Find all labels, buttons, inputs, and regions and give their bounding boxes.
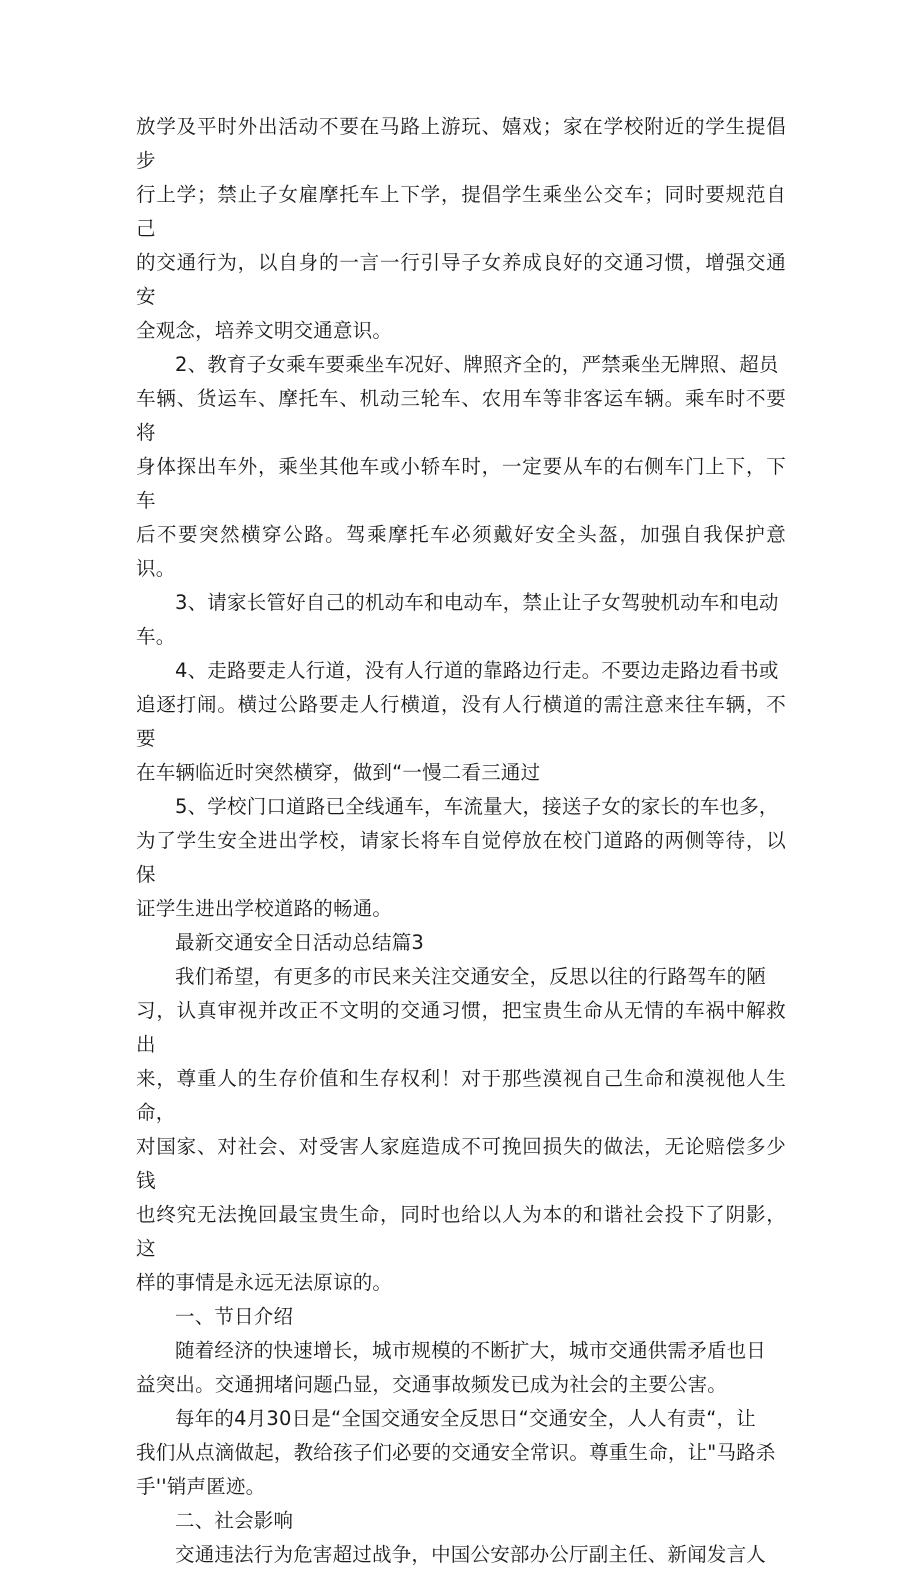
section-heading-1: 最新交通安全日活动总结篇3 — [175, 931, 425, 954]
paragraph-5: 5、学校门口道路已全线通车，车流量大，接送子女的家长的车也多， 为了学生安全进出学校，请家长将车自觉停放在校门道路的两侧等待，以保 证学生进出学校道路的畅通。 — [136, 795, 786, 920]
paragraph-3: 3、请家长管好自己的机动车和电动车，禁止让子女驾驶机动车和电动 车。 — [136, 591, 779, 648]
paragraph-8: 每年的4月30日是“全国交通安全反思日“交通安全，人人有责“，让 我们从点滴做起，教给孩子们必要的交通安全常识。尊重生命，让"马路杀 手''销声匿迹。 — [136, 1407, 776, 1498]
paragraph-2: 2、教育子女乘车要乘坐车况好、牌照齐全的，严禁乘坐无牌照、超员 车辆、货运车、摩托车、机动三轮车、农用车等非客运车辆。乘车时不要将 身体探出车外，乘坐其他车或小轿车时，一定要从车的右侧车门上下，下车 后不要突然横穿公路。驾乘摩托车必须戴好安全头盔，加强自我保护意识。 — [136, 353, 786, 580]
paragraph-4: 4、走路要走人行道，没有人行道的靠路边行走。不要边走路边看书或 追逐打闹。横过公路要走人行横道，没有人行横道的需注意来往车辆，不要 在车辆临近时突然横穿，做到“一慢二看三通过 — [136, 659, 786, 784]
document-body — [136, 110, 786, 1572]
section-heading-2: 一、节日介绍 — [175, 1305, 294, 1328]
section-heading-3: 二、社会影响 — [175, 1509, 294, 1532]
paragraph-1: 放学及平时外出活动不要在马路上游玩、嬉戏；家在学校附近的学生提倡步 行上学；禁止子女雇摩托车上下学，提倡学生乘坐公交车；同时要规范自己 的交通行为，以自身的一言一行引导子女养成良好的交通习惯，增强交通安 全观念，培养文明交通意识。 — [136, 115, 786, 342]
paragraph-6: 我们希望，有更多的市民来关注交通安全，反思以往的行路驾车的陋 习，认真审视并改正不文明的交通习惯，把宝贵生命从无情的车祸中解救出 来，尊重人的生存价值和生存权利！对于那些漠视自己生命和漠视他人生命， 对国家、对社会、对受害人家庭造成不可挽回损失的做法，无论赔偿多少钱 也终究无法挽回最宝贵生命，同时也给以人为本的和谐社会投下了阴影，这 样的事情是永远无法原谅的。 — [136, 965, 786, 1294]
paragraph-9: 交通违法行为危害超过战争，中国公安部办公厅副主任、新闻发言人 — [175, 1543, 767, 1566]
paragraph-7: 随着经济的快速增长，城市规模的不断扩大，城市交通供需矛盾也日 益突出。交通拥堵问题凸显，交通事故频发已成为社会的主要公害。 — [136, 1339, 767, 1396]
